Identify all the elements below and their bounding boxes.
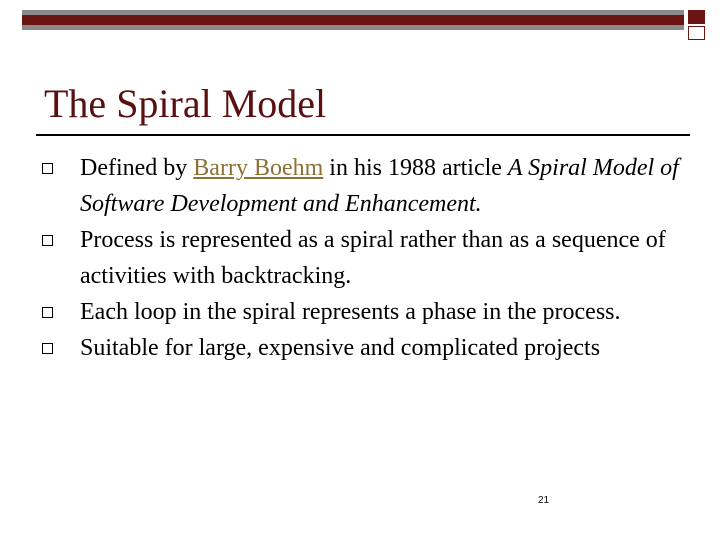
bullet-text: Process is represented as a spiral rather than as a sequence of activities with backtracking.	[80, 227, 666, 289]
bullet-list	[0, 150, 720, 366]
hollow-square-bullet-icon	[42, 235, 53, 246]
hollow-square-bullet-icon	[42, 343, 53, 354]
slide-title: The Spiral Model	[44, 81, 327, 126]
page-number: 21	[538, 495, 550, 506]
corner-square-icon	[688, 10, 705, 24]
article-title: A Spiral Model of Software Development and Enhancement.	[80, 155, 679, 217]
top-band-stripe	[22, 15, 684, 25]
bullet-text: Defined by	[80, 155, 194, 181]
top-decorative-band	[22, 10, 684, 30]
corner-square-icon	[688, 26, 705, 40]
author-link[interactable]: Barry Boehm	[193, 155, 324, 181]
bullet-item	[0, 222, 720, 294]
bullet-item	[0, 150, 720, 222]
hollow-square-bullet-icon	[42, 307, 53, 318]
title-divider	[36, 134, 690, 136]
bullet-text: in his 1988 article	[323, 155, 508, 181]
bullet-item	[0, 294, 720, 330]
hollow-square-bullet-icon	[42, 163, 53, 174]
bullet-item	[0, 330, 720, 366]
bullet-text: Suitable for large, expensive and complicated projects	[80, 335, 601, 361]
bullet-text: Each loop in the spiral represents a phase in the process.	[80, 299, 621, 325]
